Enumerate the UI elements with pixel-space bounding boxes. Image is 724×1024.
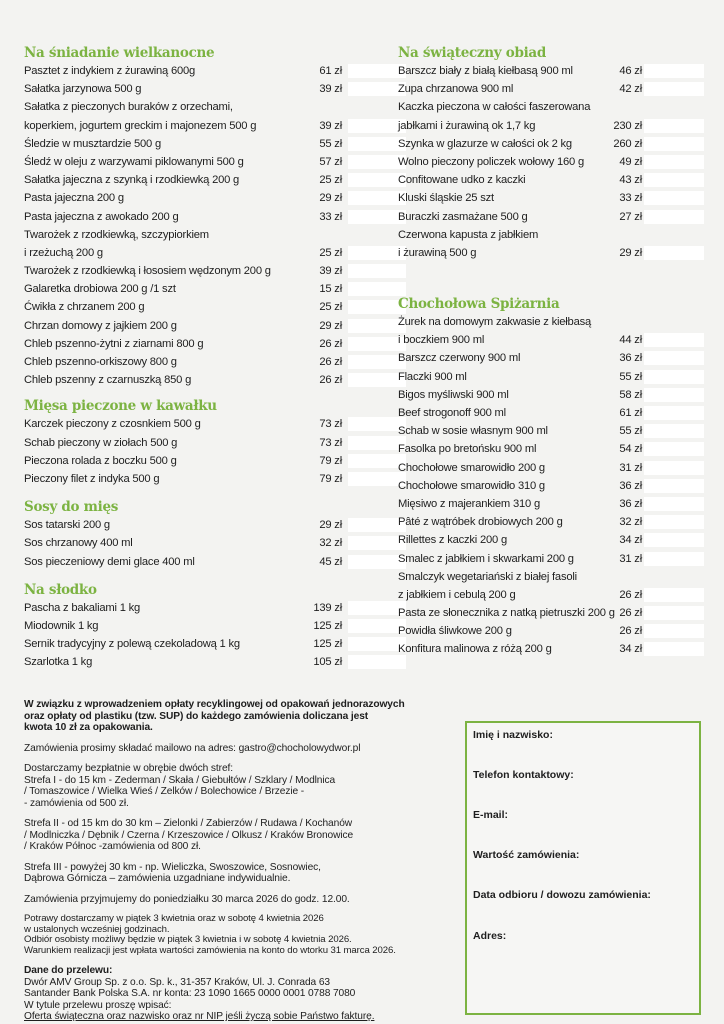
menu-item: [398, 477, 706, 495]
item-name: Buraczki zasmażane 500 g: [398, 210, 528, 223]
delivery-text: - zamówienia od 500 zł.: [24, 797, 129, 809]
quantity-input-box[interactable]: [644, 388, 704, 402]
item-price: 57 zł: [319, 155, 342, 168]
item-price: 31 zł: [619, 552, 642, 565]
item-price: 26 zł: [319, 356, 342, 368]
value-field-label[interactable]: Wartość zamówienia:: [473, 849, 580, 861]
item-price: 49 zł: [619, 155, 642, 168]
item-price: 29 zł: [319, 319, 342, 332]
orders-email-text: Zamówienia prosimy składać mailowo na adres: gastro@chocholowydwor.pl: [24, 742, 361, 754]
item-name: Twarożek z rzodkiewką, szczypiorkiem: [24, 228, 209, 241]
menu-item: [24, 415, 384, 433]
item-name: Śledź w oleju z warzywami piklowanymi 500 g: [24, 155, 244, 168]
item-name: Miodownik 1 kg: [24, 619, 99, 632]
menu-item: [24, 470, 384, 488]
menu-item: [398, 550, 706, 568]
item-price: 55 zł: [319, 137, 342, 150]
item-price: 36 zł: [619, 352, 642, 365]
menu-item: [24, 635, 384, 653]
item-name: Beef strogonoff 900 ml: [398, 407, 506, 419]
menu-item: [398, 349, 706, 367]
section-title: Chochołowa Spiżarnia: [398, 296, 560, 313]
section-title: Na świąteczny obiad: [398, 45, 547, 61]
item-name: Galaretka drobiowa 200 g /1 szt: [24, 283, 176, 296]
item-price: 25 zł: [319, 174, 342, 187]
item-price: 125 zł: [313, 619, 342, 632]
item-name: Schab w sosie własnym 900 ml: [398, 425, 548, 438]
menu-item: [24, 452, 384, 470]
item-name: Sałatka jajeczna z szynką i rzodkiewką 200 g: [24, 174, 240, 187]
item-price: 36 zł: [619, 479, 642, 492]
item-price: 29 zł: [319, 519, 342, 532]
item-name: i boczkiem 900 ml: [398, 334, 485, 347]
menu-item: [24, 135, 384, 153]
item-price: 61 zł: [619, 407, 642, 419]
item-name: Chochołowe smarowidło 310 g: [398, 479, 545, 492]
quantity-input-box[interactable]: [644, 191, 704, 205]
menu-item: [398, 586, 706, 604]
transfer-text: Dwór AMV Group Sp. z o.o. Sp. k., 31-357 Kraków, Ul. J. Conrada 63: [24, 976, 330, 988]
item-price: 31 zł: [619, 461, 642, 474]
item-name: Czerwona kapusta z jabłkiem: [398, 228, 539, 241]
menu-item: [398, 226, 706, 244]
menu-item: [398, 622, 706, 640]
item-price: 55 zł: [619, 425, 642, 438]
item-name: Wolno pieczony policzek wołowy 160 g: [398, 155, 584, 168]
quantity-input-box[interactable]: [644, 461, 704, 475]
menu-item: [24, 617, 384, 635]
transfer-text: W tytule przelewu proszę wpisać:: [24, 999, 172, 1011]
quantity-input-box[interactable]: [644, 642, 704, 656]
order-form: [465, 721, 701, 1015]
item-name: Chleb pszenny z czarnuszką 850 g: [24, 374, 192, 387]
item-price: 45 zł: [319, 555, 342, 568]
quantity-input-box[interactable]: [644, 606, 704, 620]
item-name: Schab pieczony w ziołach 500 g: [24, 436, 178, 449]
item-price: 46 zł: [619, 65, 642, 77]
item-name: Confitowane udko z kaczki: [398, 174, 526, 187]
item-name: Chrzan domowy z jajkiem 200 g: [24, 319, 177, 332]
menu-item: [398, 604, 706, 622]
item-name: Rillettes z kaczki 200 g: [398, 534, 507, 547]
item-price: 73 zł: [319, 418, 342, 431]
quantity-input-box[interactable]: [644, 424, 704, 438]
item-name: Pieczony filet z indyka 500 g: [24, 472, 160, 485]
menu-item: [24, 335, 384, 353]
menu-section: [398, 44, 706, 262]
item-price: 36 zł: [619, 497, 642, 510]
section-title: Na słodko: [24, 581, 97, 598]
item-name: Kaczka pieczona w całości faszerowana: [398, 101, 591, 114]
item-name: Pascha z bakaliami 1 kg: [24, 601, 141, 614]
zone2-text: Strefa II - od 15 km do 30 km – Zielonki / Zabierzów / Rudawa / Kochanów: [24, 818, 353, 829]
item-price: 230 zł: [613, 119, 642, 132]
quantity-input-box[interactable]: [644, 552, 704, 566]
menu-item: [24, 317, 384, 335]
item-name: Śledzie w musztardzie 500 g: [24, 137, 162, 150]
item-name: Pieczona rolada z boczku 500 g: [24, 454, 177, 467]
menu-item: [24, 371, 384, 389]
item-price: 58 zł: [619, 388, 642, 401]
item-price: 26 zł: [319, 337, 342, 350]
zone2-text: / Kraków Północ -zamówienia od 800 zł.: [24, 841, 201, 852]
item-name: Barszcz biały z białą kiełbasą 900 ml: [398, 65, 573, 77]
recycling-notice: kwota 10 zł za opakowania.: [24, 722, 153, 733]
item-price: 34 zł: [619, 643, 642, 656]
item-price: 29 zł: [319, 192, 342, 205]
menu-item: [24, 226, 384, 244]
section-title: Sosy do mięs: [24, 499, 119, 516]
quantity-input-box[interactable]: [644, 64, 704, 78]
item-name: Barszcz czerwony 900 ml: [398, 352, 521, 365]
menu-item: [398, 531, 706, 549]
quantity-input-box[interactable]: [644, 82, 704, 96]
item-name: Fasolka po bretońsku 900 ml: [398, 443, 537, 456]
menu-item: [398, 98, 706, 116]
menu-section: [24, 44, 384, 389]
item-name: Bigos myśliwski 900 ml: [398, 388, 509, 401]
menu-item: [24, 353, 384, 371]
item-price: 139 zł: [313, 601, 342, 614]
menu-item: [398, 117, 706, 135]
item-price: 26 zł: [619, 588, 642, 601]
menu-item: [398, 62, 706, 80]
item-price: 32 zł: [619, 516, 642, 529]
item-name: Ćwikła z chrzanem 200 g: [24, 301, 145, 314]
section-title: Mięsa pieczone w kawałku: [24, 398, 217, 415]
item-price: 26 zł: [619, 625, 642, 638]
pickup-text: Odbiór osobisty możliwy będzie w piątek 3 kwietnia i w sobotę 4 kwietnia 2026.: [24, 934, 352, 945]
item-name: Pâté z wątróbek drobiowych 200 g: [398, 516, 563, 529]
pickup-text: Warunkiem realizacji jest wpłata wartości zamówienia na konto do wtorku 31 marca 2026.: [24, 944, 396, 956]
item-price: 61 zł: [319, 65, 342, 77]
quantity-input-box[interactable]: [644, 406, 704, 420]
delivery-text: Strefa I - do 15 km - Zederman / Skała / Giebułtów / Szklary / Modlnica: [24, 774, 336, 786]
item-price: 39 zł: [319, 119, 342, 132]
menu-item: [24, 117, 384, 135]
section-title: Na śniadanie wielkanocne: [24, 45, 215, 61]
item-price: 73 zł: [319, 436, 342, 449]
recycling-notice: W związku z wprowadzeniem opłaty recyklingowej od opakowań jednorazowych: [24, 699, 405, 710]
menu-item: [24, 244, 384, 262]
item-name: Kluski śląskie 25 szt: [398, 192, 494, 205]
menu-item: [24, 62, 384, 80]
quantity-input-box[interactable]: [644, 442, 704, 456]
quantity-input-box[interactable]: [644, 210, 704, 224]
menu-item: [398, 459, 706, 477]
menu-item: [398, 386, 706, 404]
item-price: 25 zł: [319, 301, 342, 314]
delivery-text: / Tomaszowice / Wielka Wieś / Zelków / Bolechowice / Brzezie -: [24, 786, 305, 797]
item-price: 260 zł: [613, 137, 642, 150]
email-field-label[interactable]: E-mail:: [473, 809, 509, 821]
right-menu-column: [398, 44, 706, 659]
item-name: Sernik tradycyjny z polewą czekoladową 1 kg: [24, 638, 240, 651]
item-price: 34 zł: [619, 534, 642, 547]
menu-item: [398, 313, 706, 331]
menu-item: [24, 80, 384, 98]
deadline-text: Zamówienia przyjmujemy do poniedziałku 30 marca 2026 do godz. 12.00.: [24, 893, 350, 905]
item-name: Szarlotka 1 kg: [24, 656, 93, 669]
item-price: 79 zł: [319, 454, 342, 467]
menu-item: [398, 368, 706, 386]
name-field-label[interactable]: Imię i nazwisko:: [473, 729, 553, 741]
menu-item: [24, 208, 384, 226]
item-price: 42 zł: [619, 83, 642, 96]
menu-item: [24, 653, 384, 671]
item-name: koperkiem, jogurtem greckim i majonezem 500 g: [24, 119, 257, 132]
transfer-text: Oferta świąteczna oraz nazwisko oraz nr NIP jeśli życzą sobie Państwo fakturę.: [24, 1011, 375, 1022]
menu-item: [398, 495, 706, 513]
item-price: 27 zł: [619, 210, 642, 223]
item-name: Żurek na domowym zakwasie z kiełbasą: [398, 316, 592, 329]
item-name: Sałatka jarzynowa 500 g: [24, 83, 142, 96]
item-name: Szynka w glazurze w całości ok 2 kg: [398, 137, 572, 150]
item-price: 26 zł: [619, 607, 642, 620]
menu-item: [398, 422, 706, 440]
item-name: Pasta ze słonecznika z natką pietruszki 200 g: [398, 607, 615, 620]
item-name: jabłkami i żurawiną ok 1,7 kg: [398, 119, 536, 132]
menu-item: [398, 208, 706, 226]
item-name: Pasta jajeczna z awokado 200 g: [24, 210, 179, 223]
item-name: Chleb pszenno-orkiszowy 800 g: [24, 356, 177, 368]
quantity-input-box[interactable]: [644, 155, 704, 169]
zone2-text: / Modlniczka / Dębnik / Czerna / Krzeszowice / Olkusz / Kraków Bronowice: [24, 829, 354, 841]
menu-item: [398, 568, 706, 586]
item-name: Flaczki 900 ml: [398, 370, 467, 383]
recycling-notice: oraz opłaty od plastiku (tzw. SUP) do każdego zamówienia doliczana jest: [24, 710, 369, 722]
quantity-input-box[interactable]: [644, 137, 704, 151]
menu-item: [398, 440, 706, 458]
item-name: Chochołowe smarowidło 200 g: [398, 461, 545, 474]
quantity-input-box[interactable]: [644, 351, 704, 365]
item-name: Zupa chrzanowa 900 ml: [398, 83, 514, 96]
menu-section: [24, 498, 384, 571]
quantity-input-box[interactable]: [644, 624, 704, 638]
phone-field-label[interactable]: Telefon kontaktowy:: [473, 769, 574, 781]
item-name: i rzeżuchą 200 g: [24, 246, 103, 259]
item-name: Sos tatarski 200 g: [24, 519, 110, 532]
menu-item: [398, 80, 706, 98]
item-price: 26 zł: [319, 374, 342, 387]
item-name: Pasztet z indykiem z żurawiną 600g: [24, 65, 196, 77]
zone3-text: Strefa III - powyżej 30 km - np. Wieliczka, Swoszowice, Sosnowiec,: [24, 861, 321, 873]
item-price: 44 zł: [619, 334, 642, 347]
menu-item: [398, 404, 706, 422]
item-price: 55 zł: [619, 370, 642, 383]
pickup-text: Potrawy dostarczamy w piątek 3 kwietnia oraz w sobotę 4 kwietnia 2026: [24, 913, 324, 924]
item-name: i żurawiną 500 g: [398, 246, 477, 259]
menu-item: [398, 331, 706, 349]
quantity-input-box[interactable]: [644, 333, 704, 347]
menu-item: [24, 171, 384, 189]
item-name: Pasta jajeczna 200 g: [24, 192, 124, 205]
menu-item: [398, 135, 706, 153]
menu-item: [398, 189, 706, 207]
item-name: Sałatka z pieczonych buraków z orzechami,: [24, 101, 233, 114]
quantity-input-box[interactable]: [644, 370, 704, 384]
menu-item: [24, 434, 384, 452]
item-price: 33 zł: [619, 192, 642, 205]
item-name: Chleb pszenno-żytni z ziarnami 800 g: [24, 337, 204, 350]
pickup-text: w ustalonych wcześniej godzinach.: [24, 923, 170, 935]
item-price: 33 zł: [319, 210, 342, 223]
item-price: 15 zł: [319, 283, 342, 296]
quantity-input-box[interactable]: [644, 479, 704, 493]
item-name: z jabłkiem i cebulą 200 g: [398, 588, 516, 601]
item-price: 43 zł: [619, 174, 642, 187]
item-name: Konfitura malinowa z różą 200 g: [398, 643, 552, 656]
quantity-input-box[interactable]: [644, 497, 704, 511]
zone3-text: Dąbrowa Górnicza – zamówienia uzgadniane indywidualnie.: [24, 873, 291, 884]
item-price: 39 zł: [319, 83, 342, 96]
item-price: 39 zł: [319, 265, 342, 278]
quantity-input-box[interactable]: [644, 515, 704, 529]
item-price: 32 zł: [319, 537, 342, 550]
menu-section: [24, 397, 384, 488]
menu-item: [24, 280, 384, 298]
menu-item: [398, 153, 706, 171]
menu-item: [24, 98, 384, 116]
menu-item: [24, 516, 384, 534]
item-price: 105 zł: [313, 656, 342, 669]
item-name: Karczek pieczony z czosnkiem 500 g: [24, 418, 201, 431]
item-name: Smalec z jabłkiem i skwarkami 200 g: [398, 552, 574, 565]
menu-item: [24, 534, 384, 552]
menu-item: [24, 153, 384, 171]
menu-item: [24, 298, 384, 316]
quantity-input-box[interactable]: [644, 173, 704, 187]
menu-item: [24, 599, 384, 617]
menu-item: [398, 640, 706, 658]
menu-item: [24, 553, 384, 571]
item-price: 79 zł: [319, 472, 342, 485]
item-name: Sos pieczeniowy demi glace 400 ml: [24, 555, 195, 568]
left-menu-column: [24, 44, 384, 671]
quantity-input-box[interactable]: [644, 588, 704, 602]
quantity-input-box[interactable]: [644, 246, 704, 260]
item-name: Sos chrzanowy 400 ml: [24, 537, 133, 550]
menu-section: [398, 295, 706, 659]
item-name: Powidła śliwkowe 200 g: [398, 625, 512, 638]
item-price: 54 zł: [619, 443, 642, 456]
menu-item: [24, 262, 384, 280]
menu-item: [398, 171, 706, 189]
menu-item: [398, 244, 706, 262]
item-price: 25 zł: [319, 246, 342, 259]
item-price: 29 zł: [619, 246, 642, 259]
item-name: Smalczyk wegetariański z białej fasoli: [398, 570, 577, 583]
menu-section: [24, 581, 384, 672]
quantity-input-box[interactable]: [644, 533, 704, 547]
item-name: Mięsiwo z majerankiem 310 g: [398, 497, 540, 510]
transfer-text: Santander Bank Polska S.A. nr konta: 23 1090 1665 0000 0001 0788 7080: [24, 988, 356, 999]
item-name: Twarożek z rzodkiewką i łososiem wędzonym 200 g: [24, 265, 271, 278]
date-field-label[interactable]: Data odbioru / dowozu zamówienia:: [473, 889, 651, 901]
item-price: 125 zł: [313, 638, 342, 651]
quantity-input-box[interactable]: [644, 119, 704, 133]
order-info: [24, 699, 464, 1023]
delivery-text: Dostarczamy bezpłatnie w obrębie dwóch stref:: [24, 763, 233, 774]
menu-item: [398, 513, 706, 531]
transfer-title: Dane do przelewu:: [24, 965, 113, 976]
address-field-label[interactable]: Adres:: [473, 930, 507, 942]
menu-item: [24, 189, 384, 207]
